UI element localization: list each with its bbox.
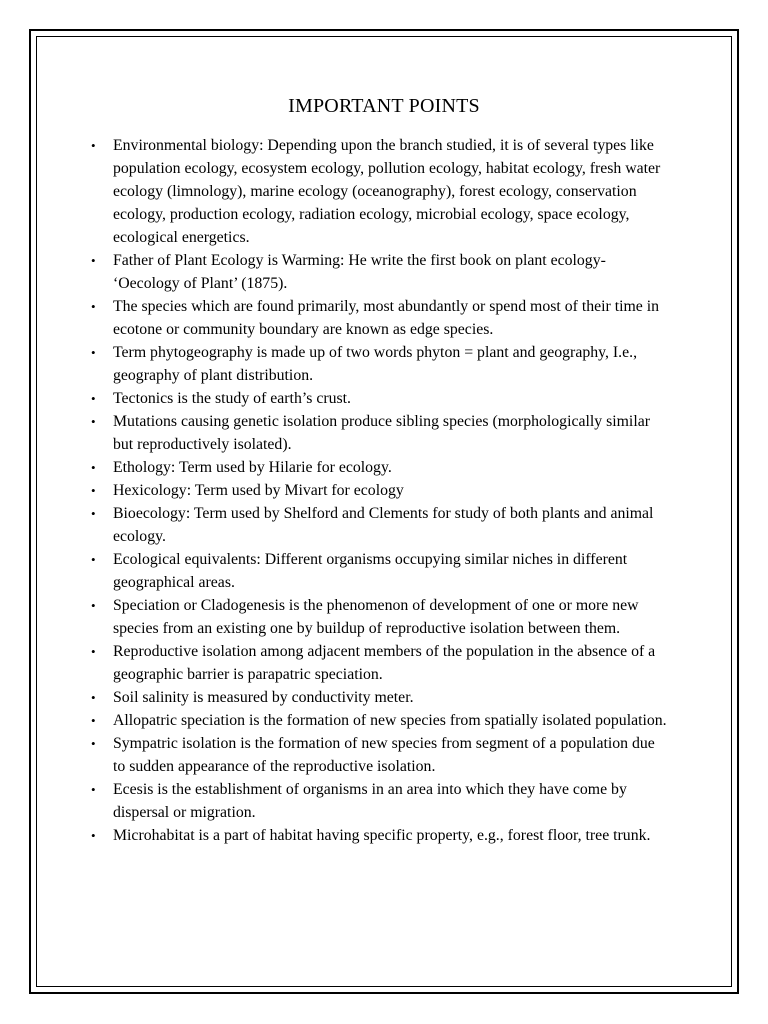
point-text: Term phytogeography is made up of two words phyton = plant and geography, I.e., geography of plant distribution. xyxy=(113,344,638,384)
point-text: Hexicology: Term used by Mivart for ecology xyxy=(113,482,404,499)
point-text: Sympatric isolation is the formation of new species from segment of a population due to sudden appearance of the reproductive isolation. xyxy=(113,735,655,775)
bullet-icon: • xyxy=(91,644,96,659)
list-item xyxy=(91,709,671,732)
list-item xyxy=(91,732,671,778)
list-item xyxy=(91,456,671,479)
point-text: Soil salinity is measured by conductivity meter. xyxy=(113,689,414,706)
point-text: Father of Plant Ecology is Warming: He write the first book on plant ecology- ‘Oecology of Plant’ (1875). xyxy=(113,252,606,292)
bullet-icon: • xyxy=(91,690,96,705)
point-text: Tectonics is the study of earth’s crust. xyxy=(113,390,351,407)
bullet-icon: • xyxy=(91,713,96,728)
point-text: Bioecology: Term used by Shelford and Clements for study of both plants and animal ecology. xyxy=(113,505,654,545)
bullet-icon: • xyxy=(91,138,96,153)
point-text: Speciation or Cladogenesis is the phenomenon of development of one or more new species from an existing one by buildup of reproductive isolation between them. xyxy=(113,597,639,637)
list-item xyxy=(91,548,671,594)
bullet-icon: • xyxy=(91,253,96,268)
point-text: The species which are found primarily, most abundantly or spend most of their time in ecotone or community boundary are known as edge species. xyxy=(113,298,660,338)
bullet-icon: • xyxy=(91,552,96,567)
list-item xyxy=(91,387,671,410)
list-item xyxy=(91,295,671,341)
bullet-icon: • xyxy=(91,598,96,613)
bullet-icon: • xyxy=(91,299,96,314)
list-item xyxy=(91,640,671,686)
list-item xyxy=(91,134,671,249)
list-item xyxy=(91,410,671,456)
list-item xyxy=(91,341,671,387)
bullet-icon: • xyxy=(91,483,96,498)
list-item xyxy=(91,249,671,295)
bullet-icon: • xyxy=(91,736,96,751)
point-text: Mutations causing genetic isolation produce sibling species (morphologically similar but reproductively isolated). xyxy=(113,413,650,453)
list-item xyxy=(91,502,671,548)
bullet-icon: • xyxy=(91,828,96,843)
bullet-icon: • xyxy=(91,345,96,360)
bullet-icon: • xyxy=(91,506,96,521)
point-text: Environmental biology: Depending upon the branch studied, it is of several types like population ecology, ecosystem ecology, pollution ecology, habitat ecology, fresh water ecology (limnology), marine ecology (oceanography), forest ecology, conservation ecology, production ecology, radiation ecology, microbial ecology, space ecology, ecological energetics. xyxy=(113,137,661,246)
point-text: Ecesis is the establishment of organisms in an area into which they have come by dispersal or migration. xyxy=(113,781,627,821)
bullet-icon: • xyxy=(91,460,96,475)
bullet-icon: • xyxy=(91,391,96,406)
list-item xyxy=(91,594,671,640)
point-text: Microhabitat is a part of habitat having specific property, e.g., forest floor, tree trunk. xyxy=(113,827,651,844)
point-text: Ecological equivalents: Different organisms occupying similar niches in different geographical areas. xyxy=(113,551,628,591)
important-points-list xyxy=(91,134,671,847)
list-item xyxy=(91,778,671,824)
list-item xyxy=(91,479,671,502)
point-text: Reproductive isolation among adjacent members of the population in the absence of a geographic barrier is parapatric speciation. xyxy=(113,643,656,683)
point-text: Ethology: Term used by Hilarie for ecology. xyxy=(113,459,392,476)
bullet-icon: • xyxy=(91,414,96,429)
bullet-icon: • xyxy=(91,782,96,797)
point-text: Allopatric speciation is the formation of new species from spatially isolated population. xyxy=(113,712,667,729)
list-item xyxy=(91,824,671,847)
page-title: IMPORTANT POINTS xyxy=(288,95,480,117)
list-item xyxy=(91,686,671,709)
